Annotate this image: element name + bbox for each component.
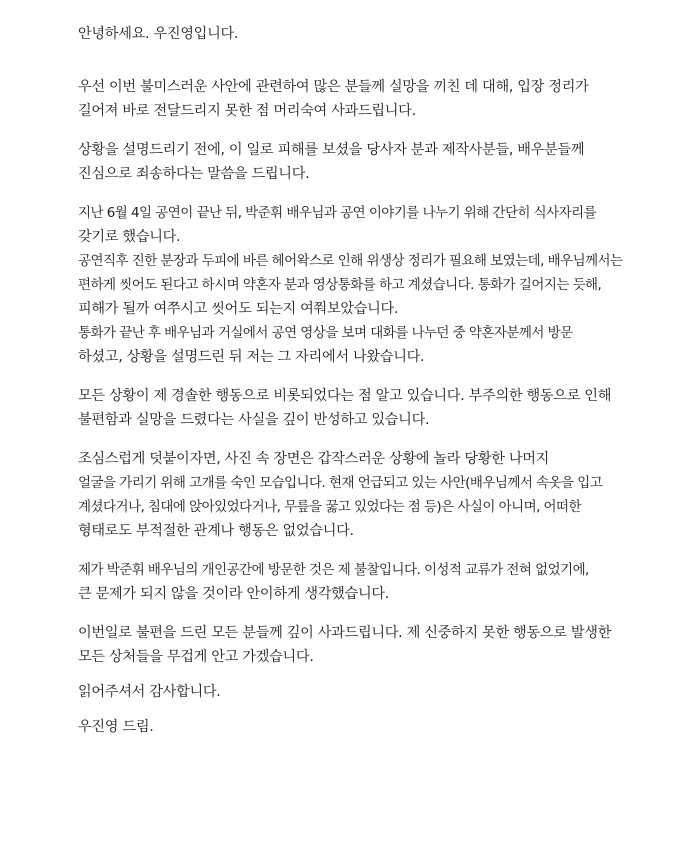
letter-line: 우선 이번 불미스러운 사안에 관련하여 많은 분들께 실망을 끼친 데 대해, 입장 정리가	[78, 79, 589, 95]
letter-line: 조심스럽게 덧붙이자면, 사진 속 장면은 갑작스러운 상황에 놀라 당황한 나머지	[78, 451, 550, 467]
letter-line: 편하게 씻어도 된다고 하시며 약혼자 분과 영상통화를 하고 계셨습니다. 통화가 길어지는 듯해,	[78, 277, 602, 293]
letter-line: 얼굴을 가리기 위해 고개를 숙인 모습입니다. 현재 언급되고 있는 사안(배우님께서 속옷을 입고	[78, 475, 603, 491]
letter-greeting: 안녕하세요. 우진영입니다.	[78, 26, 239, 42]
letter-line: 지난 6월 4일 공연이 끝난 뒤, 박준휘 배우님과 공연 이야기를 나누기 위해 간단히 식사자리를	[78, 205, 597, 221]
letter-line: 계셨다거나, 침대에 앉아있었다거나, 무릎을 꿇고 있었다는 점 등)은 사실이 아니며, 어떠한	[78, 499, 582, 515]
paragraph-closing-apology	[78, 621, 644, 669]
letter-thanks: 읽어주셔서 감사합니다.	[78, 684, 221, 700]
letter-line: 모든 상처들을 무겁게 안고 가겠습니다.	[78, 649, 314, 665]
letter-line: 갖기로 했습니다.	[78, 229, 181, 245]
letter-line: 모든 상황이 제 경솔한 행동으로 비롯되었다는 점 알고 있습니다. 부주의한 행동으로 인해	[78, 388, 612, 404]
paragraph-apology	[78, 75, 644, 123]
paragraph-visit	[78, 558, 644, 606]
letter-line: 제가 박준휘 배우님의 개인공간에 방문한 것은 제 불찰입니다. 이성적 교류가 전혀 없었기에,	[78, 562, 589, 578]
letter-line: 하셨고, 상황을 설명드린 뒤 저는 그 자리에서 나왔습니다.	[78, 349, 425, 365]
letter-line: 큰 문제가 되지 않을 것이라 안이하게 생각했습니다.	[78, 586, 389, 602]
letter-line: 피해가 될까 여쭈시고 씻어도 되는지 여쭤보았습니다.	[78, 301, 399, 317]
paragraph-reflection	[78, 384, 644, 432]
paragraph-clarification	[78, 447, 644, 543]
paragraph-apology-to-victims	[78, 138, 644, 186]
letter-line: 이번일로 불편을 드린 모든 분들께 깊이 사과드립니다. 제 신중하지 못한 행동으로 발생한	[78, 625, 612, 641]
letter-line: 형태로도 부적절한 관계나 행동은 없었습니다.	[78, 523, 354, 539]
paragraph-circumstances	[78, 201, 644, 369]
letter-signature: 우진영 드림.	[78, 719, 154, 735]
letter-line: 진심으로 죄송하다는 말씀을 드립니다.	[78, 166, 310, 182]
letter-line: 상황을 설명드리기 전에, 이 일로 피해를 보셨을 당사자 분과 제작사분들, 배우분들께	[78, 142, 585, 158]
letter-line: 공연직후 진한 분장과 두피에 바른 헤어왁스로 인해 위생상 정리가 필요해 보였는데, 배우님께서는	[78, 253, 623, 269]
letter-line: 통화가 끝난 후 배우님과 거실에서 공연 영상을 보며 대화를 나누던 중 약혼자분께서 방문	[78, 325, 573, 341]
letter-line: 불편함과 실망을 드렸다는 사실을 깊이 반성하고 있습니다.	[78, 412, 430, 428]
letter-line: 길어져 바로 전달드리지 못한 점 머리숙여 사과드립니다.	[78, 103, 416, 119]
